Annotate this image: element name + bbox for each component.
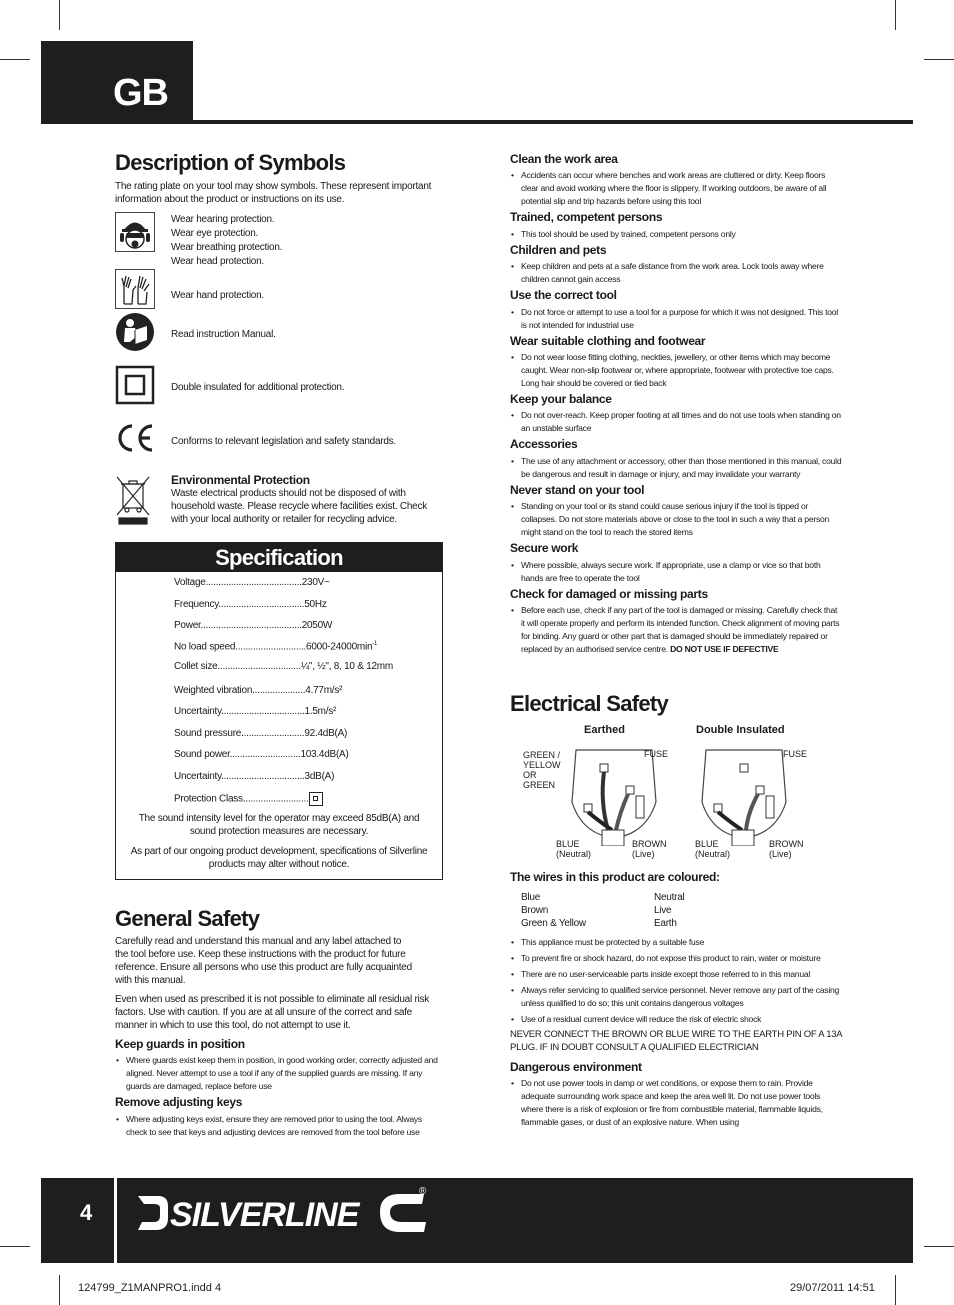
label-line: (Neutral) xyxy=(556,849,592,859)
rule-bullet xyxy=(510,455,842,481)
electrical-bullets xyxy=(510,936,842,1129)
rule-bullet-text: The use of any attachment or accessory, other than those mentioned in this manual, could be dangerous and result in damage or injury, and may invalidate your warranty xyxy=(521,455,842,479)
wire-role: Live xyxy=(654,905,672,916)
rule-bullet-text: Before each use, check if any part of the tool is damaged or missing. Carefully check that it will operate properly and perform its intended function. Check alignment of moving parts for binding. Any guard or other part that is damaged should be immediately repaired or replaced by an authorised service centre. xyxy=(521,604,840,654)
env-body: Waste electrical products should not be disposed of with household waste. Please recycle where facilities exist. Check with your local authority or retailer for recycling advice. xyxy=(171,488,427,526)
rule-title: Trained, competent persons xyxy=(510,210,663,225)
rule-bullet xyxy=(510,351,842,390)
spec-dots: ............................ xyxy=(235,641,307,653)
spec-note-sound: The sound intensity level for the operator may exceed 85dB(A) and sound protection measures are necessary. xyxy=(138,813,420,837)
wire-role: Neutral xyxy=(654,892,685,903)
crop-mark xyxy=(59,1275,60,1305)
fuse-label: FUSE xyxy=(644,749,669,759)
label-line: OR xyxy=(523,770,537,780)
general-safety-section xyxy=(115,908,443,1139)
spec-value: 92.4dB(A) xyxy=(304,728,348,739)
electrical-bullet: • There are no user-serviceable parts inside except those referred to in this manual xyxy=(510,968,842,981)
general-residual: Even when used as prescribed it is not possible to eliminate all residual risk factors. Use with caution. If you are at all unsure of the correct and safe manner in which to use this tool, do not attempt to use it. xyxy=(115,994,430,1031)
brown-label xyxy=(769,839,804,859)
label-line: BLUE xyxy=(695,839,719,849)
symbol-text xyxy=(171,381,344,395)
fuse-label: FUSE xyxy=(783,749,808,759)
page-number: 4 xyxy=(80,1200,93,1225)
class-ii-inner xyxy=(313,796,318,801)
region-label: GB xyxy=(113,72,168,114)
spec-row xyxy=(174,577,330,588)
symbol-line: Wear breathing protection. xyxy=(171,242,283,253)
guards-title: Keep guards in position xyxy=(115,1037,245,1051)
symbol-text xyxy=(171,328,276,342)
earthed-label: Earthed xyxy=(584,724,625,736)
general-safety-title: General Safety xyxy=(115,906,260,931)
crop-mark xyxy=(895,0,896,30)
class-ii-icon xyxy=(309,792,323,806)
spec-label: Protection Class xyxy=(174,793,243,805)
label-line: BROWN xyxy=(769,839,804,849)
spec-note-development: As part of our ongoing product development, specifications of Silverline products may alter without notice. xyxy=(130,846,428,870)
earth-pin-warning: NEVER CONNECT THE BROWN OR BLUE WIRE TO THE EARTH PIN OF A 13A PLUG. IF IN DOUBT CONSULT A QUALIFIED ELECTRICIAN xyxy=(510,1029,842,1053)
rule-bullet-text: Do not over-reach. Keep proper footing at all times and do not use tools when standing on an unstable surface xyxy=(521,410,841,434)
weee-bin-icon xyxy=(115,474,155,514)
symbol-line: Read instruction Manual. xyxy=(171,329,276,340)
wire-colour: Blue xyxy=(521,892,541,903)
symbol-line: Wear eye protection. xyxy=(171,228,259,239)
spec-dots: .......................... xyxy=(242,793,309,805)
rule-bullet xyxy=(510,500,842,539)
crop-mark xyxy=(924,59,954,60)
spec-label: Voltage xyxy=(174,577,206,588)
symbols-section xyxy=(115,152,443,206)
label-line: (Live) xyxy=(769,849,792,859)
symbols-intro: The rating plate on your tool may show symbols. These represent important information about the product or instructions on its use. xyxy=(115,181,432,205)
rule-title: Keep your balance xyxy=(510,391,612,406)
danger-bullet: • Do not use power tools in damp or wet conditions, or expose them to rain. Provide adequate surrounding work space and keep the area well lit. Do not use power tools where there is a risk of explosion or fire from combustible material, flammable liquids, flammable gases, or dust of an explosive nature. When using xyxy=(510,1077,842,1129)
spec-row xyxy=(174,771,334,782)
spec-row xyxy=(174,728,347,739)
earthed-plug-diagram xyxy=(518,722,678,862)
danger-title: Dangerous environment xyxy=(510,1060,642,1074)
ce-mark-icon xyxy=(115,422,155,462)
gloves-icon xyxy=(115,269,155,309)
symbol-line: Wear hand protection. xyxy=(171,290,264,301)
spec-dots: ............................ xyxy=(229,749,301,760)
symbol-line: Wear hearing protection. xyxy=(171,214,275,225)
electrical-safety-title: Electrical Safety xyxy=(510,691,669,716)
region-badge xyxy=(41,41,193,124)
spec-dots: ...................................... xyxy=(205,577,302,588)
do-not-use-warning: DO NOT USE IF DEFECTIVE xyxy=(670,643,779,654)
env-title: Environmental Protection xyxy=(171,473,310,487)
spec-label: Power xyxy=(174,620,201,631)
label-line: YELLOW xyxy=(523,760,561,770)
wire-row xyxy=(521,904,685,917)
spec-label: Frequency xyxy=(174,599,219,610)
brown-label xyxy=(632,839,667,859)
wire-colour-table xyxy=(521,891,685,930)
symbol-text xyxy=(171,435,396,449)
rule-bullet-text: Do not force or attempt to use a tool for a purpose for which it was not designed. This tool is not intended for industrial use xyxy=(521,306,838,330)
rule-title: Wear suitable clothing and footwear xyxy=(510,333,706,348)
rule-bullet-text: This tool should be used by trained, competent persons only xyxy=(521,228,736,239)
double-insulated-icon xyxy=(115,365,155,405)
electrical-bullet: • To prevent fire or shock hazard, do not expose this product to rain, water or moisture xyxy=(510,952,842,965)
spec-dots: .................................. xyxy=(218,599,305,610)
spec-label: Collet size xyxy=(174,661,218,672)
label-line: (Neutral) xyxy=(695,849,731,859)
symbol-line: Conforms to relevant legislation and safety standards. xyxy=(171,436,396,447)
rule-bullet-text: Do not wear loose fitting clothing, neckties, jewellery, or other items which may become caught. Wear non-slip footwear or, where appropriate, footwear with protective toe caps. Long hair should be covered or tied back xyxy=(521,351,834,388)
label-line: GREEN / xyxy=(523,750,561,760)
plug-double-insulated-icon xyxy=(696,742,792,846)
blue-label xyxy=(695,839,730,859)
label-line: BROWN xyxy=(632,839,667,849)
rule-title: Secure work xyxy=(510,541,579,556)
specification-box xyxy=(115,542,443,880)
crop-mark xyxy=(924,1246,954,1247)
label-line: (Live) xyxy=(632,849,655,859)
spec-dots: ................................. xyxy=(221,706,305,717)
electrical-bullet: • This appliance must be protected by a suitable fuse xyxy=(510,936,842,949)
rule-bullet xyxy=(510,228,842,241)
spec-value: 2050W xyxy=(301,620,333,631)
ppe-head-icon xyxy=(115,212,155,252)
rule-bullet xyxy=(510,260,842,286)
rule-title: Children and pets xyxy=(510,242,607,257)
specification-title: Specification xyxy=(116,543,442,572)
double-insulated-label: Double Insulated xyxy=(696,724,785,736)
spec-value: 3dB(A) xyxy=(304,771,335,782)
keys-bullet: • Where adjusting keys exist, ensure they are removed prior to using the tool. Always check to see that keys and adjusting devices are removed from the tool before use xyxy=(115,1113,443,1139)
spec-value: 50Hz xyxy=(304,599,327,610)
slug-filename: 124799_Z1MANPRO1.indd 4 xyxy=(78,1282,222,1294)
symbol-text xyxy=(171,289,264,303)
spec-row xyxy=(174,620,332,631)
rule-bullet-text: Accidents can occur where benches and work areas are cluttered or dirty. Keep floors clear and avoid working where the floor is slippery. If working outdoors, be aware of all potential slip and trip hazards before using this tool xyxy=(521,170,827,207)
spec-dots: ........................................ xyxy=(200,620,302,631)
general-intro: Carefully read and understand this manual and any label attached to the tool before use. Keep these instructions with the product for future reference. Ensure all persons who use this product are fully acquainted with this manual. xyxy=(115,936,412,986)
symbol-text xyxy=(171,213,282,269)
logo-wordmark: SILVERLINE xyxy=(170,1196,359,1234)
spec-value: 6000-24000min xyxy=(306,641,373,653)
electrical-safety-section xyxy=(510,693,842,715)
rule-bullet xyxy=(510,409,842,435)
slug-date: 29/07/2011 14:51 xyxy=(790,1282,875,1294)
symbols-title: Description of Symbols xyxy=(115,150,346,175)
env-text xyxy=(171,473,443,526)
silverline-logo xyxy=(134,1188,434,1241)
rule-bullet xyxy=(510,604,842,656)
crop-mark xyxy=(0,1246,30,1247)
wire-row xyxy=(521,917,685,930)
spec-label: Weighted vibration xyxy=(174,685,253,696)
wire-colour: Brown xyxy=(521,905,549,916)
green-yellow-label xyxy=(523,750,561,790)
spec-row xyxy=(174,749,349,760)
rule-bullet-text: Keep children and pets at a safe distance from the work area. Lock tools away where children cannot gain access xyxy=(521,261,824,285)
electrical-bullet: • Always refer servicing to qualified service personnel. Never remove any part of the casing unless qualified to do so; this unit contains dangerous voltages xyxy=(510,984,842,1010)
rule-title: Accessories xyxy=(510,437,578,452)
guards-bullet: • Where guards exist keep them in position, in good working order, correctly adjusted and aligned. Never attempt to use a tool if any of the supplied guards are missing. If any guards are damaged, replace before use xyxy=(115,1054,443,1093)
keys-title: Remove adjusting keys xyxy=(115,1095,243,1110)
symbol-line: Double insulated for additional protection. xyxy=(171,382,345,393)
blue-label xyxy=(556,839,591,859)
rule-bullet xyxy=(510,559,842,585)
symbol-line: Wear head protection. xyxy=(171,256,264,267)
crop-mark xyxy=(59,0,60,30)
spec-dots: ......................... xyxy=(241,728,305,739)
rule-title: Clean the work area xyxy=(510,152,618,166)
spec-label: Uncertainty xyxy=(174,771,222,782)
spec-value: 1.5m/s² xyxy=(304,706,337,717)
wires-title: The wires in this product are coloured: xyxy=(510,870,720,884)
footer-divider xyxy=(114,1178,117,1263)
spec-label: No load speed xyxy=(174,641,236,653)
spec-dots: ..................... xyxy=(252,685,306,696)
wire-colour: Green & Yellow xyxy=(521,918,586,929)
spec-row xyxy=(174,706,336,717)
wire-row xyxy=(521,891,685,904)
spec-row xyxy=(174,599,327,610)
spec-dots: ................................. xyxy=(217,661,301,672)
spec-value: 103.4dB(A) xyxy=(300,749,349,760)
wires-section xyxy=(510,870,842,884)
spec-dots: ................................. xyxy=(221,771,305,782)
spec-label: Sound power xyxy=(174,749,230,760)
spec-row xyxy=(174,661,393,672)
rule-bullet xyxy=(510,169,842,208)
label-line: BLUE xyxy=(556,839,580,849)
spec-row xyxy=(174,641,377,652)
crop-mark xyxy=(895,1275,896,1305)
registered-mark: ® xyxy=(419,1186,427,1197)
spec-value: 4.77m/s² xyxy=(305,685,343,696)
spec-label: Uncertainty xyxy=(174,706,222,717)
rule-bullet-text: Standing on your tool or its stand could cause serious injury if the tool is tipped or collapses. Do not store materials above or close to the tool in such a way that a person might stand on the tool to reach the stored items xyxy=(521,501,830,538)
rule-title: Use the correct tool xyxy=(510,288,617,303)
manual-icon xyxy=(115,312,155,352)
rule-title: Never stand on your tool xyxy=(510,482,645,497)
spec-value: ¼", ½", 8, 10 & 12mm xyxy=(300,661,393,672)
rule-title: Check for damaged or missing parts xyxy=(510,586,708,601)
electrical-bullet: • Use of a residual current device will reduce the risk of electric shock xyxy=(510,1013,842,1026)
double-insulated-plug-diagram xyxy=(690,722,850,862)
label-line: GREEN xyxy=(523,780,556,790)
safety-rules-column xyxy=(510,152,842,656)
spec-value: 230V~ xyxy=(301,577,330,588)
spec-row xyxy=(174,792,323,806)
header-rule xyxy=(41,120,913,124)
spec-row xyxy=(174,685,342,696)
wire-role: Earth xyxy=(654,918,677,929)
spec-unit-exponent: -1 xyxy=(372,641,378,647)
crop-mark xyxy=(0,59,30,60)
spec-label: Sound pressure xyxy=(174,728,242,739)
rule-bullet xyxy=(510,306,842,332)
rule-bullet-text: Where possible, always secure work. If appropriate, use a clamp or vice so that both hands are free to operate the tool xyxy=(521,559,821,583)
